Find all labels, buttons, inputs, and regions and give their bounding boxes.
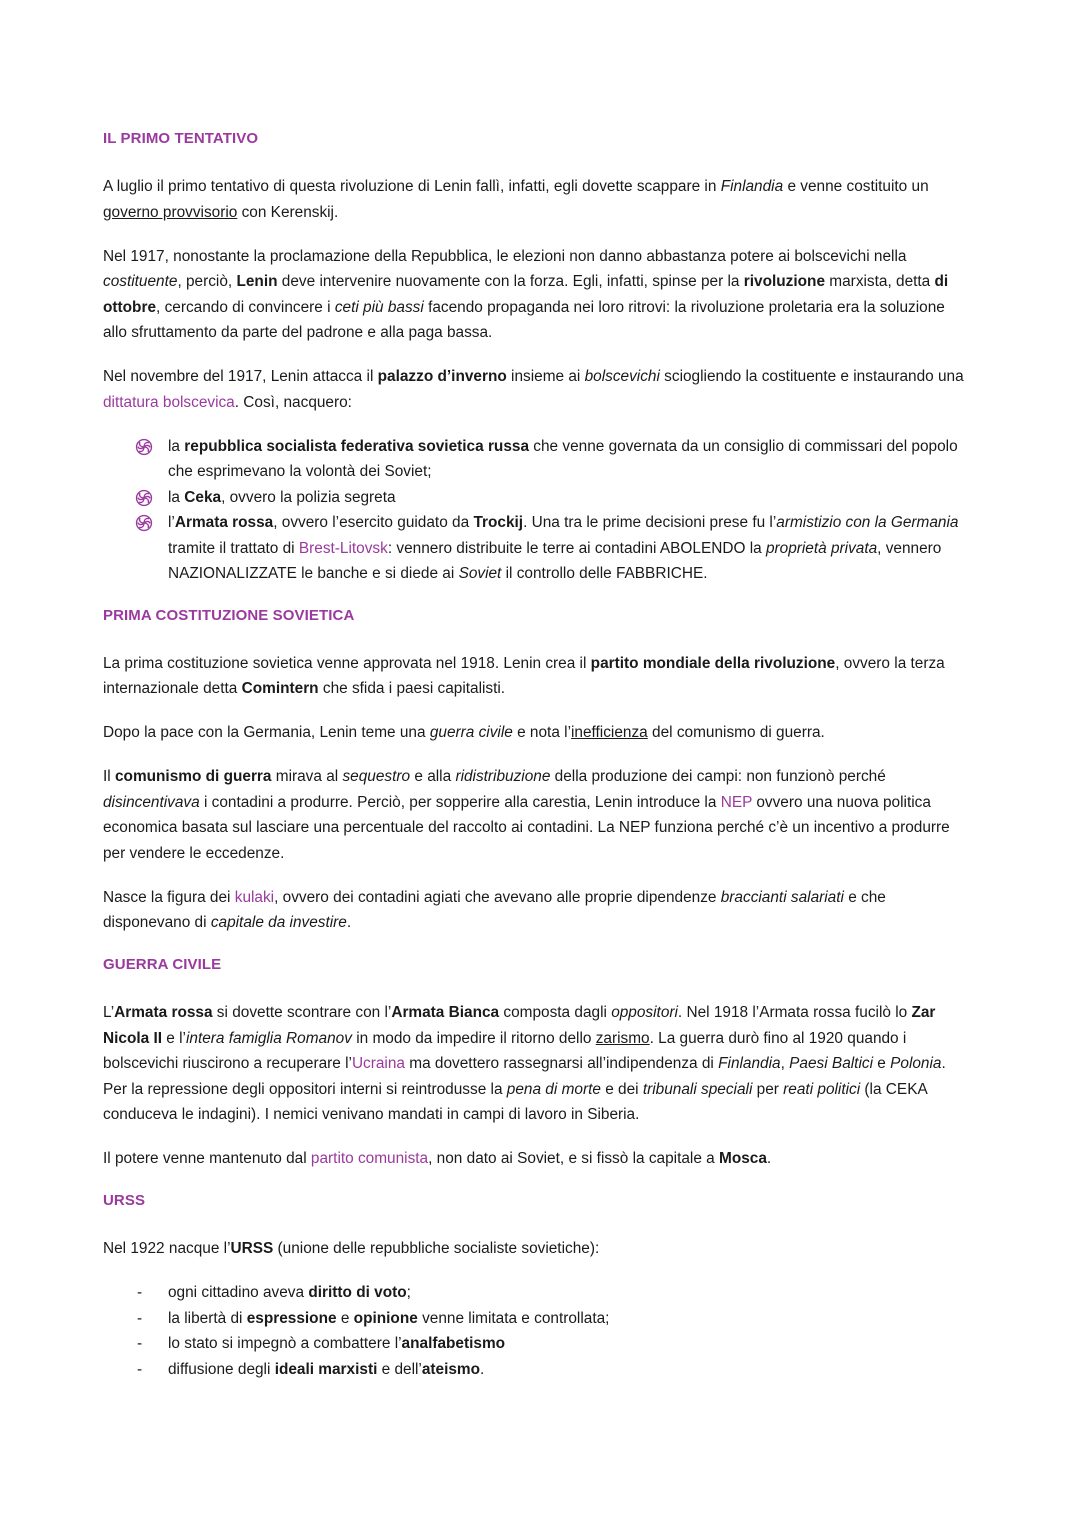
bullet-list <box>103 434 973 587</box>
text-run: pena di morte <box>506 1080 601 1098</box>
text-run: . Nel 1918 l’Armata rossa fucilò lo <box>677 1004 912 1021</box>
text-run: . La guerra durò fino al 1920 quando i bolscevichi riuscirono a recuperare l’ <box>103 1029 911 1072</box>
text-run: Ceka <box>184 488 222 506</box>
text-run: e dell’ <box>377 1360 422 1378</box>
text-run: e nota l’ <box>512 724 571 741</box>
paragraph <box>103 1236 973 1262</box>
text-run: ridistribuzione <box>455 768 551 785</box>
text-run: Soviet <box>458 565 502 582</box>
text-run: governo provvisorio <box>103 203 238 221</box>
text-run: ; <box>406 1284 411 1301</box>
text-run: comunismo di guerra <box>114 768 272 785</box>
paragraph <box>103 764 973 866</box>
dash-marker: - <box>137 1335 143 1352</box>
dash-marker: - <box>137 1360 143 1378</box>
text-run: : vennero distribuite le terre ai contadini ABOLENDO la <box>387 539 766 557</box>
text-run: , ovvero dei contadini agiati che avevano alle proprie dipendenze <box>274 888 721 906</box>
paragraph <box>103 1000 973 1128</box>
text-run: Nasce la figura dei <box>103 888 235 906</box>
text-run: l’ <box>168 514 175 531</box>
text-run: espressione <box>246 1309 337 1327</box>
text-run: oppositori <box>611 1004 678 1021</box>
text-run: armistizio con la Germania <box>776 514 959 531</box>
text-run: Comintern <box>241 680 319 697</box>
text-run: e <box>873 1055 891 1072</box>
text-run: capitale da investire <box>210 914 347 931</box>
text-run: la <box>168 437 185 455</box>
text-run: guerra civile <box>429 724 513 741</box>
text-run: dittatura bolscevica <box>103 393 235 411</box>
dash-marker: - <box>137 1309 143 1327</box>
text-run: bolscevichi <box>584 368 660 385</box>
list-item <box>103 1331 973 1357</box>
text-run: Armata rossa <box>114 1004 213 1021</box>
text-run: , ovvero l’esercito guidato da <box>273 514 474 531</box>
text-run: Brest-Litovsk <box>298 539 388 557</box>
list-item <box>103 1306 973 1332</box>
text-run: . Così, nacquero: <box>234 393 352 411</box>
list-item <box>103 434 973 485</box>
text-run: braccianti salariati <box>720 888 844 906</box>
text-run: sequestro <box>342 768 411 785</box>
text-run: di ottobre <box>103 273 953 316</box>
text-run: , cercando di convincere i <box>156 298 335 316</box>
text-run: , perciò, <box>177 273 237 290</box>
text-run: diffusione degli <box>168 1360 275 1378</box>
text-run: , vennero NAZIONALIZZATE le banche e si diede ai <box>168 539 946 582</box>
document-page <box>103 128 973 1400</box>
text-run: che venne governata da un consiglio di commissari del popolo che esprimevano la volontà dei Soviet; <box>168 437 962 480</box>
text-run: costituente <box>103 273 178 290</box>
text-run: (la CEKA conduceva le indagini). I nemici venivano mandati in campi di lavoro in Siberia. <box>103 1080 932 1123</box>
text-run: Nel 1917, nonostante la proclamazione della Repubblica, le elezioni non danno abbastanza potere ai bolscevichi nella <box>103 247 911 265</box>
text-run: Dopo la pace con la Germania, Lenin teme una <box>103 724 430 741</box>
text-run: rivoluzione <box>743 273 826 290</box>
paragraph <box>103 174 973 225</box>
text-run: in modo da impedire il ritorno dello <box>351 1029 596 1047</box>
text-run: composta dagli <box>499 1004 612 1021</box>
text-run: proprietà privata <box>765 539 878 557</box>
text-run: intera famiglia Romanov <box>185 1029 352 1047</box>
text-run: e alla <box>410 768 456 785</box>
text-run: , <box>780 1055 790 1072</box>
text-run: Il <box>103 768 115 785</box>
text-run: la <box>168 488 185 506</box>
text-run: tramite il trattato di <box>168 514 963 557</box>
text-run: deve intervenire nuovamente con la forza. Egli, infatti, spinse per la <box>277 273 744 290</box>
text-run: diritto di voto <box>308 1284 407 1301</box>
paragraph <box>103 244 973 346</box>
text-run: Armata Bianca <box>391 1004 500 1021</box>
text-run: . <box>346 914 352 931</box>
dash-list <box>103 1280 973 1382</box>
text-run: mirava al <box>271 768 343 785</box>
text-run: Zar Nicola II <box>103 1004 940 1047</box>
text-run: Finlandia <box>720 178 784 195</box>
text-run: , ovvero la terza internazionale detta <box>103 654 950 697</box>
text-run: che sfida i paesi capitalisti. <box>318 680 506 697</box>
paragraph <box>103 364 973 415</box>
spiral-bullet-icon <box>135 514 153 532</box>
text-run: URSS <box>230 1240 274 1257</box>
list-item <box>103 1357 973 1383</box>
text-run: reati politici <box>783 1080 861 1098</box>
text-run: palazzo d’inverno <box>377 368 507 385</box>
text-run: e venne costituito un <box>783 178 933 195</box>
text-run: Paesi Baltici <box>789 1055 873 1072</box>
text-run: lo stato si impegnò a combattere l’ <box>168 1335 402 1352</box>
section-heading: PRIMA COSTITUZIONE SOVIETICA <box>103 606 355 624</box>
text-run: per <box>752 1080 784 1098</box>
text-run: venne limitata e controllata; <box>417 1309 610 1327</box>
text-run: ateismo <box>421 1360 481 1378</box>
paragraph <box>103 720 973 746</box>
text-run: A luglio il primo tentativo di questa rivoluzione di Lenin fallì, infatti, egli dovette scappare in <box>103 178 721 195</box>
paragraph <box>103 885 973 936</box>
text-run: sciogliendo la costituente e instaurando una <box>659 368 968 385</box>
text-run: Nel novembre del 1917, Lenin attacca il <box>103 368 378 385</box>
section-heading: IL PRIMO TENTATIVO <box>103 130 259 147</box>
text-run: L’ <box>103 1004 115 1021</box>
list-item <box>103 485 973 511</box>
text-run: del comunismo di guerra. <box>647 724 825 741</box>
text-run: disincentivava <box>103 793 200 811</box>
section-heading: URSS <box>103 1192 146 1209</box>
text-run: inefficienza <box>571 724 648 741</box>
text-run: Polonia <box>890 1055 942 1072</box>
text-run: partito comunista <box>310 1150 429 1167</box>
dash-marker: - <box>137 1284 143 1301</box>
text-run: ovvero una nuova politica economica basata sul lasciare una percentuale del raccolto ai contadini. La NEP funziona perché c’è un incentivo a produrre per vendere le eccedenze. <box>103 793 954 862</box>
text-run: Mosca <box>719 1150 767 1167</box>
text-run: Armata rossa <box>174 514 274 531</box>
text-run: analfabetismo <box>401 1335 506 1352</box>
list-item <box>103 510 973 587</box>
text-run: e che disponevano di <box>103 888 891 931</box>
text-run: il controllo delle FABBRICHE. <box>501 565 708 582</box>
text-run: marxista, detta <box>825 273 935 290</box>
text-run: kulaki <box>234 888 275 906</box>
text-run: e l’ <box>162 1029 186 1047</box>
text-run: ma dovettero rassegnarsi all’indipendenza di <box>404 1055 719 1072</box>
list-item <box>103 1280 973 1306</box>
text-run: . <box>480 1360 485 1378</box>
text-run: partito mondiale della rivoluzione <box>590 654 836 672</box>
text-run: , non dato ai Soviet, e si fissò la capitale a <box>428 1150 720 1167</box>
text-run: zarismo <box>595 1029 650 1047</box>
text-run: (unione delle repubbliche socialiste sovietiche): <box>273 1240 600 1257</box>
text-run: ceti più bassi <box>334 298 424 316</box>
text-run: ideali marxisti <box>274 1360 378 1378</box>
text-run: ogni cittadino aveva <box>168 1284 309 1301</box>
paragraph <box>103 1146 973 1172</box>
text-run: tribunali speciali <box>642 1080 753 1098</box>
paragraph <box>103 651 973 702</box>
text-run: . <box>766 1150 772 1167</box>
text-run: e dei <box>600 1080 643 1098</box>
text-run: i contadini a produrre. Perciò, per sopperire alla carestia, Lenin introduce la <box>199 793 721 811</box>
text-run: , ovvero la polizia segreta <box>221 488 396 506</box>
text-run: Ucraina <box>351 1055 405 1072</box>
text-run: Nel 1922 nacque l’ <box>103 1240 231 1257</box>
text-run: si dovette scontrare con l’ <box>212 1004 392 1021</box>
text-run: e <box>336 1309 354 1327</box>
text-run: con Kerenskij. <box>237 203 339 221</box>
text-run: La prima costituzione sovietica venne approvata nel 1918. Lenin crea il <box>103 654 591 672</box>
spiral-bullet-icon <box>135 438 153 456</box>
text-run: . Per la repressione degli oppositori interni si reintrodusse la <box>103 1055 951 1098</box>
text-run: repubblica socialista federativa sovietica russa <box>184 437 530 455</box>
text-run: Il potere venne mantenuto dal <box>103 1150 311 1167</box>
text-run: della produzione dei campi: non funzionò perché <box>550 768 891 785</box>
text-run: la libertà di <box>168 1309 247 1327</box>
text-run: Lenin <box>236 273 278 290</box>
text-run: . Una tra le prime decisioni prese fu l’ <box>523 514 777 531</box>
text-run: opinione <box>353 1309 418 1327</box>
text-run: facendo propaganda nei loro ritrovi: la rivoluzione proletaria era la soluzione allo sfruttamento da parte del padrone e alla paga bassa. <box>103 298 950 341</box>
section-heading: GUERRA CIVILE <box>103 956 222 973</box>
text-run: NEP <box>720 793 753 811</box>
spiral-bullet-icon <box>135 489 153 507</box>
text-run: Trockij <box>473 514 524 531</box>
text-run: insieme ai <box>506 368 585 385</box>
text-run: Finlandia <box>718 1055 781 1072</box>
